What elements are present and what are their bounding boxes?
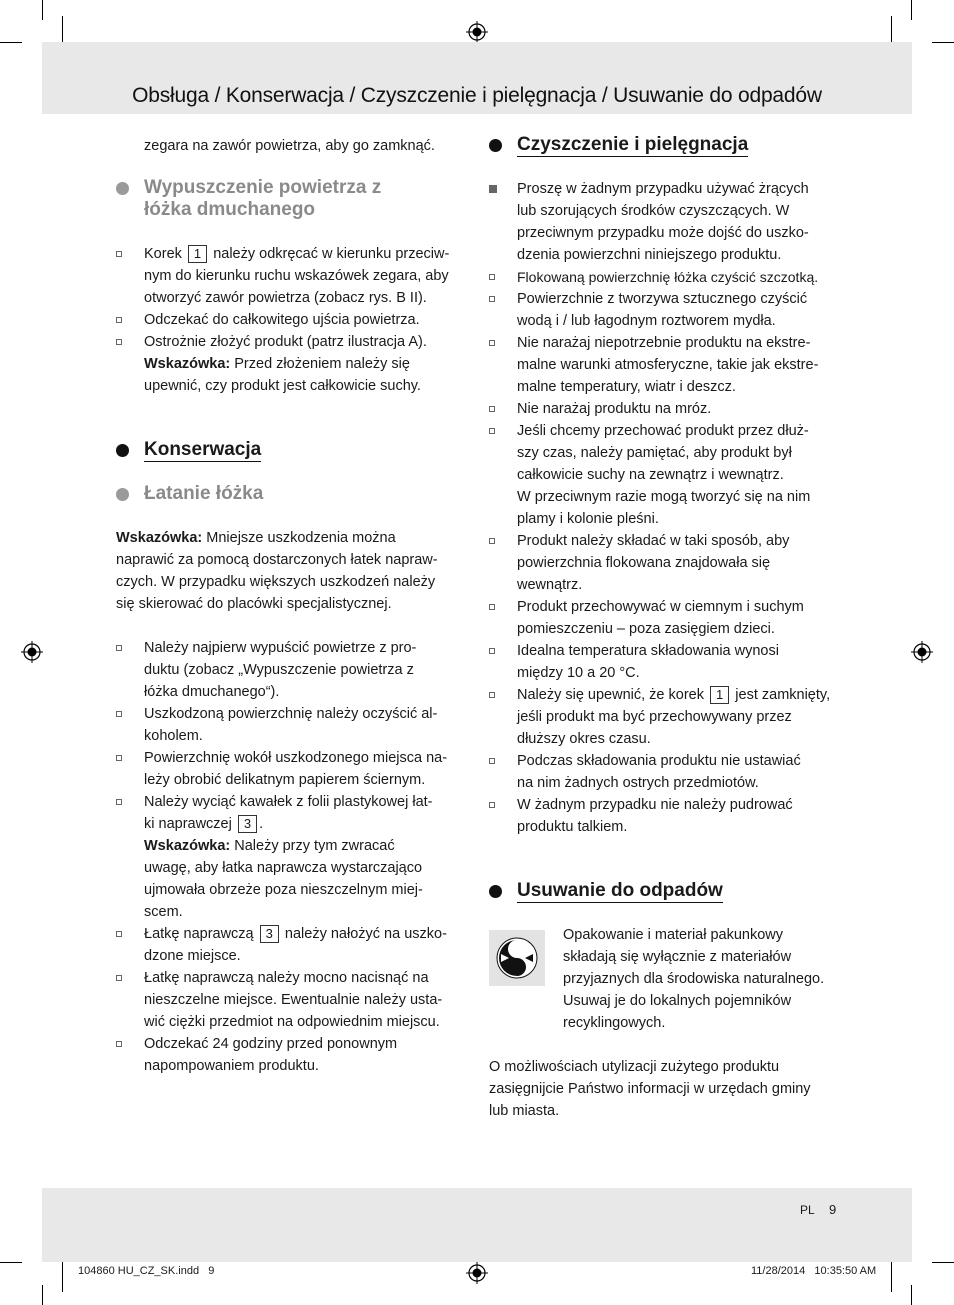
list-item (116, 637, 466, 703)
heading-line: Wypuszczenie powietrza z (144, 177, 382, 198)
checkbox-bullet-icon (116, 339, 122, 345)
checkbox-bullet-icon (116, 645, 122, 651)
text: szy czas, należy pamiętać, aby produkt był (517, 445, 792, 461)
part-ref: 3 (260, 925, 279, 943)
text: Produkt należy składać w taki sposób, aby (517, 533, 790, 549)
text: Mniejsze uszkodzenia można (206, 530, 396, 546)
list-item (116, 791, 466, 923)
registration-mark-icon (466, 21, 488, 43)
list-item (116, 309, 466, 331)
text: wodą i / lub łagodnym roztworem mydła. (517, 313, 776, 329)
checkbox-bullet-icon (116, 931, 122, 937)
text: Uszkodzoną powierzchnię należy oczyścić al- (144, 706, 438, 722)
footer-band (42, 1188, 912, 1262)
green-dot-recycling-icon (489, 930, 545, 986)
checkbox-bullet-icon (489, 274, 495, 280)
text: naprawić za pomocą dostarczonych łatek napraw- (116, 552, 438, 568)
text: napompowaniem produktu. (144, 1058, 319, 1074)
text: jeśli produkt ma być przechowywany przez (517, 709, 792, 725)
checkbox-bullet-icon (489, 648, 495, 654)
checkbox-bullet-icon (116, 799, 122, 805)
checkbox-bullet-icon (489, 802, 495, 808)
checkbox-bullet-icon (116, 975, 122, 981)
text: Łatkę naprawczą należy mocno nacisnąć na (144, 970, 429, 986)
checkbox-bullet-icon (116, 317, 122, 323)
bullet-dot-icon (116, 488, 129, 501)
text: otworzyć zawór powietrza (zobacz rys. B II). (144, 290, 427, 306)
bullet-dot-icon (116, 182, 129, 195)
part-ref: 1 (710, 686, 729, 704)
section-heading-disposal (489, 880, 839, 902)
text: koholem. (144, 728, 203, 744)
list-item (489, 398, 839, 420)
text: całkowicie suchy na zewnątrz i wewnątrz. (517, 467, 784, 483)
checkbox-bullet-icon (489, 604, 495, 610)
part-ref: 3 (238, 815, 257, 833)
heading-text: Czyszczenie i pielęgnacja (517, 134, 749, 155)
section-heading-maintenance (116, 439, 466, 461)
list-item (489, 640, 839, 684)
section-heading-cleaning (489, 134, 839, 156)
text: dzone miejsce. (144, 948, 241, 964)
text: Należy przy tym zwracać (234, 838, 395, 854)
print-slug-date: 11/28/2014 10:35:50 AM (751, 1265, 877, 1277)
page-number: 9 (829, 1202, 837, 1217)
text: Flokowaną powierzchnię łóżka czyścić szczotką. (517, 269, 819, 285)
crop-mark (42, 0, 43, 20)
checkbox-bullet-icon (489, 296, 495, 302)
list-item (116, 747, 466, 791)
text: na nim żadnych ostrych przedmiotów. (517, 775, 759, 791)
list-item (489, 750, 839, 794)
checkbox-bullet-icon (489, 340, 495, 346)
print-slug-file: 104860 HU_CZ_SK.indd 9 (78, 1265, 215, 1277)
text: Łatkę naprawczą (144, 926, 254, 942)
text: Produkt przechowywać w ciemnym i suchym (517, 599, 804, 615)
text: nieszczelne miejsce. Ewentualnie należy usta- (144, 992, 443, 1008)
text: Nie narażaj produktu na mróz. (517, 401, 712, 417)
checkbox-bullet-icon (489, 758, 495, 764)
list-item (116, 243, 466, 309)
crop-mark (62, 1262, 63, 1292)
list-item (489, 288, 839, 332)
text: wić ciężki przedmiot na odpowiednim miejscu. (144, 1014, 440, 1030)
crop-mark (0, 1262, 22, 1263)
text: leży obrobić delikatnym papierem ściernym. (144, 772, 426, 788)
crop-mark (891, 1262, 892, 1292)
checkbox-bullet-icon (116, 1041, 122, 1047)
list-item (489, 684, 839, 750)
list-item (489, 266, 839, 288)
text: Ostrożnie złożyć produkt (patrz ilustracja A). (144, 334, 427, 350)
text: malne warunki atmosferyczne, takie jak ekstre- (517, 357, 819, 373)
text: uwagę, aby łatka naprawcza wystarczająco (144, 860, 423, 876)
right-column (489, 130, 839, 1122)
text: recyklingowych. (563, 1015, 666, 1031)
list-item (116, 923, 466, 967)
text: powierzchnia flokowana znajdowała się (517, 555, 771, 571)
bullet-dot-icon (116, 444, 129, 457)
text: Należy się upewnić, że korek (517, 687, 704, 703)
text: W przeciwnym razie mogą tworzyć się na nim (517, 489, 811, 505)
left-column (116, 130, 466, 1077)
text: dłuższy okres czasu. (517, 731, 651, 747)
text: Powierzchnie z tworzywa sztucznego czyścić (517, 291, 808, 307)
registration-mark-icon (466, 1262, 488, 1284)
crop-mark (911, 0, 912, 20)
note-label: Wskazówka: (116, 530, 203, 546)
text: należy nałożyć na uszko- (284, 926, 447, 942)
language-code: PL (800, 1203, 815, 1217)
crop-mark (932, 1262, 954, 1263)
text: . (259, 816, 264, 832)
list-item (116, 967, 466, 1033)
text: zasięgnijcie Państwo informacji w urzędach gminy (489, 1081, 811, 1097)
text: upewnić, czy produkt jest całkowicie suchy. (144, 378, 421, 394)
checkbox-bullet-icon (489, 406, 495, 412)
deflate-steps-list (116, 243, 466, 397)
crop-mark (911, 1285, 912, 1305)
text: Jeśli chcemy przechować produkt przez dłuż- (517, 423, 809, 439)
text: malne temperatury, wiatr i deszcz. (517, 379, 736, 395)
text: Nie narażaj niepotrzebnie produktu na ekstre- (517, 335, 811, 351)
section-heading-deflate (116, 177, 466, 221)
checkbox-bullet-icon (116, 251, 122, 257)
text: Idealna temperatura składowania wynosi (517, 643, 779, 659)
text: składają się wyłącznie z materiałów (563, 949, 792, 965)
intro-text: zegara na zawór powietrza, aby go zamknąć. (144, 138, 435, 154)
registration-mark-icon (21, 641, 43, 663)
list-item (489, 178, 839, 266)
text: Odczekać do całkowitego ujścia powietrza. (144, 312, 420, 328)
text: plamy i kolonie pleśni. (517, 511, 659, 527)
heading-text: Łatanie łóżka (144, 483, 264, 504)
text: się skierować do placówki specjalistycznej. (116, 596, 392, 612)
patch-steps-list (116, 637, 466, 1077)
packaging-block (489, 924, 839, 1034)
text: pomieszczeniu – poza zasięgiem dzieci. (517, 621, 775, 637)
crop-mark (42, 1285, 43, 1305)
text: Powierzchnię wokół uszkodzonego miejsca na- (144, 750, 448, 766)
list-item (116, 331, 466, 397)
text: jest zamknięty, (735, 687, 831, 703)
text: Odczekać 24 godziny przed ponownym (144, 1036, 398, 1052)
list-item (116, 1033, 466, 1077)
registration-mark-icon (911, 641, 933, 663)
disposal-info (489, 1056, 839, 1122)
list-item (489, 420, 839, 530)
text: lub miasta. (489, 1103, 560, 1119)
text: duktu (zobacz „Wypuszczenie powietrza z (144, 662, 414, 678)
list-item (489, 332, 839, 398)
checkbox-bullet-icon (489, 692, 495, 698)
heading-text: Usuwanie do odpadów (517, 880, 723, 901)
text: O możliwościach utylizacji zużytego produktu (489, 1059, 780, 1075)
text: Opakowanie i materiał pakunkowy (563, 927, 784, 943)
text: przeciwnym przypadku może dojść do uszko- (517, 225, 809, 241)
text: Należy najpierw wypuścić powietrze z pro- (144, 640, 417, 656)
text: scem. (144, 904, 183, 920)
text: lub szorujących środków czyszczących. W (517, 203, 790, 219)
crop-mark (0, 42, 22, 43)
text: nym do kierunku ruchu wskazówek zegara, aby (144, 268, 449, 284)
text: dzenia powierzchni niniejszego produktu. (517, 247, 782, 263)
text: Korek (144, 246, 182, 262)
bullet-dot-icon (489, 139, 502, 152)
cleaning-list (489, 178, 839, 838)
list-item (489, 530, 839, 596)
text: łóżka dmuchanego“). (144, 684, 280, 700)
text: Podczas składowania produktu nie ustawiać (517, 753, 801, 769)
text: ujmowała obrzeże poza nieszczelnym miej- (144, 882, 423, 898)
bullet-dot-icon (489, 885, 502, 898)
section-heading-patch (116, 483, 466, 505)
list-item (489, 596, 839, 640)
checkbox-bullet-icon (489, 428, 495, 434)
checkbox-bullet-icon (489, 538, 495, 544)
heading-text: Konserwacja (144, 439, 262, 460)
text: Przed złożeniem należy się (234, 356, 410, 372)
list-item (489, 794, 839, 838)
text: czych. W przypadku większych uszkodzeń należy (116, 574, 436, 590)
text: należy odkręcać w kierunku przeciw- (213, 246, 450, 262)
note-label: Wskazówka: (144, 838, 231, 854)
square-bullet-icon (489, 185, 497, 193)
text: W żadnym przypadku nie należy pudrować (517, 797, 793, 813)
page-title: Obsługa / Konserwacja / Czyszczenie i pielęgnacja / Usuwanie do odpadów (132, 84, 822, 107)
text: Usuwaj je do lokalnych pojemników (563, 993, 792, 1009)
text: Proszę w żadnym przypadku używać żrących (517, 181, 809, 197)
crop-mark (932, 42, 954, 43)
note-label: Wskazówka: (144, 356, 231, 372)
part-ref: 1 (188, 245, 207, 263)
text: przyjaznych dla środowiska naturalnego. (563, 971, 825, 987)
text: produktu talkiem. (517, 819, 628, 835)
checkbox-bullet-icon (116, 711, 122, 717)
text: ki naprawczej (144, 816, 232, 832)
checkbox-bullet-icon (116, 755, 122, 761)
text: wewnątrz. (517, 577, 583, 593)
text: między 10 a 20 °C. (517, 665, 640, 681)
text: Należy wyciąć kawałek z folii plastykowej łat- (144, 794, 433, 810)
heading-line: łóżka dmuchanego (144, 199, 316, 220)
list-item (116, 703, 466, 747)
patch-note (116, 527, 466, 615)
